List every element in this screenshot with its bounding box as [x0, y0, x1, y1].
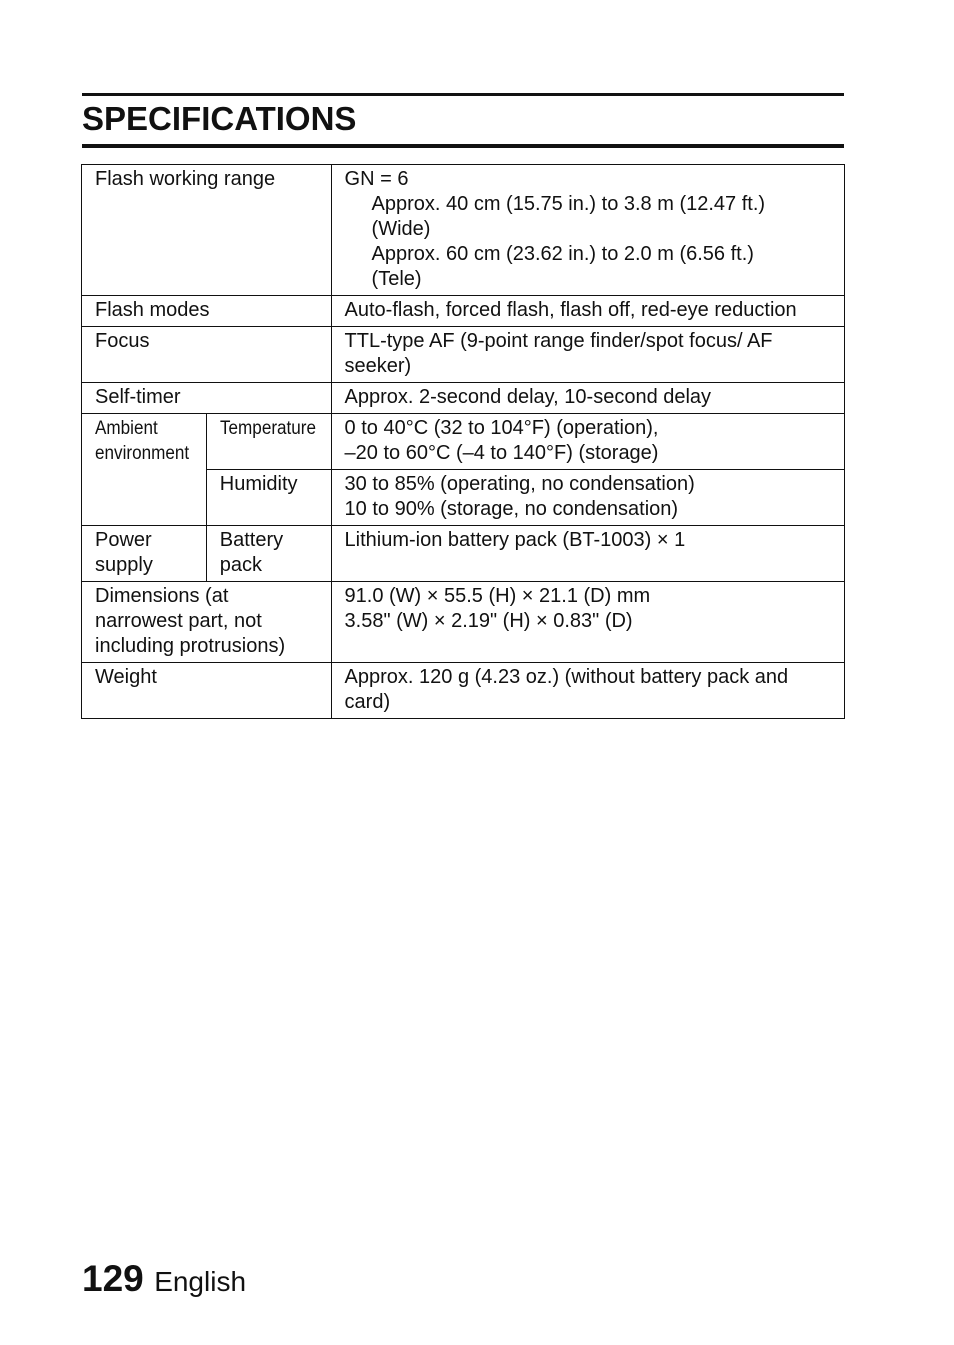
page-footer	[82, 1258, 246, 1300]
spec-value	[331, 165, 844, 296]
page-title: SPECIFICATIONS	[82, 100, 357, 137]
spec-value-line: –20 to 60°C (–4 to 140°F) (storage)	[344, 442, 659, 464]
spec-value-line: 0 to 40°C (32 to 104°F) (operation),	[344, 417, 659, 439]
spec-value: TTL-type AF (9-point range finder/spot focus/ AF seeker)	[331, 327, 844, 383]
spec-label: Self-timer	[82, 383, 332, 414]
spec-label: Flash working range	[82, 165, 332, 296]
spec-value	[331, 414, 844, 470]
title-rule-top	[82, 93, 844, 96]
spec-label: Focus	[82, 327, 332, 383]
table-row	[82, 296, 845, 327]
spec-value-line: Approx. 60 cm (23.62 in.) to 2.0 m (6.56 ft.)	[371, 243, 754, 265]
spec-value	[331, 582, 844, 663]
spec-value-line: 30 to 85% (operating, no condensation)	[344, 473, 695, 495]
spec-label: Flash modes	[82, 296, 332, 327]
spec-label	[82, 414, 207, 526]
table-row	[82, 383, 845, 414]
spec-sub-label: Battery pack	[206, 526, 331, 582]
table-row	[82, 582, 845, 663]
spec-value-line: 3.58" (W) × 2.19" (H) × 0.83" (D)	[344, 610, 633, 632]
spec-value: Lithium-ion battery pack (BT-1003) × 1	[331, 526, 844, 582]
spec-value-line: (Tele)	[371, 268, 422, 290]
spec-value-line: GN = 6	[344, 168, 409, 190]
spec-value-line: 10 to 90% (storage, no condensation)	[344, 498, 679, 520]
spec-value-line: Approx. 40 cm (15.75 in.) to 3.8 m (12.47 ft.)	[371, 193, 766, 215]
spec-value	[331, 470, 844, 526]
spec-sub-label: Humidity	[206, 470, 331, 526]
spec-label: Dimensions (at narrowest part, not including protrusions)	[82, 582, 332, 663]
spec-value: Approx. 2-second delay, 10-second delay	[331, 383, 844, 414]
spec-sub-label	[206, 414, 331, 470]
table-row	[82, 526, 845, 582]
spec-sub-label-text: Temperature	[219, 418, 316, 439]
table-row	[82, 663, 845, 719]
spec-value: Approx. 120 g (4.23 oz.) (without battery pack and card)	[331, 663, 844, 719]
spec-value-line: (Wide)	[371, 218, 431, 240]
language-label: English	[154, 1266, 247, 1297]
table-row	[82, 414, 845, 470]
spec-value-line: 91.0 (W) × 55.5 (H) × 21.1 (D) mm	[344, 585, 651, 607]
page-number: 129	[82, 1258, 144, 1299]
spec-label: Power supply	[82, 526, 207, 582]
spec-label-text: Ambient environment	[95, 418, 190, 464]
spec-label: Weight	[82, 663, 332, 719]
specifications-table	[81, 164, 845, 719]
table-row	[82, 165, 845, 296]
title-rule-bottom	[82, 144, 844, 148]
spec-value: Auto-flash, forced flash, flash off, red-eye reduction	[331, 296, 844, 327]
table-row	[82, 327, 845, 383]
